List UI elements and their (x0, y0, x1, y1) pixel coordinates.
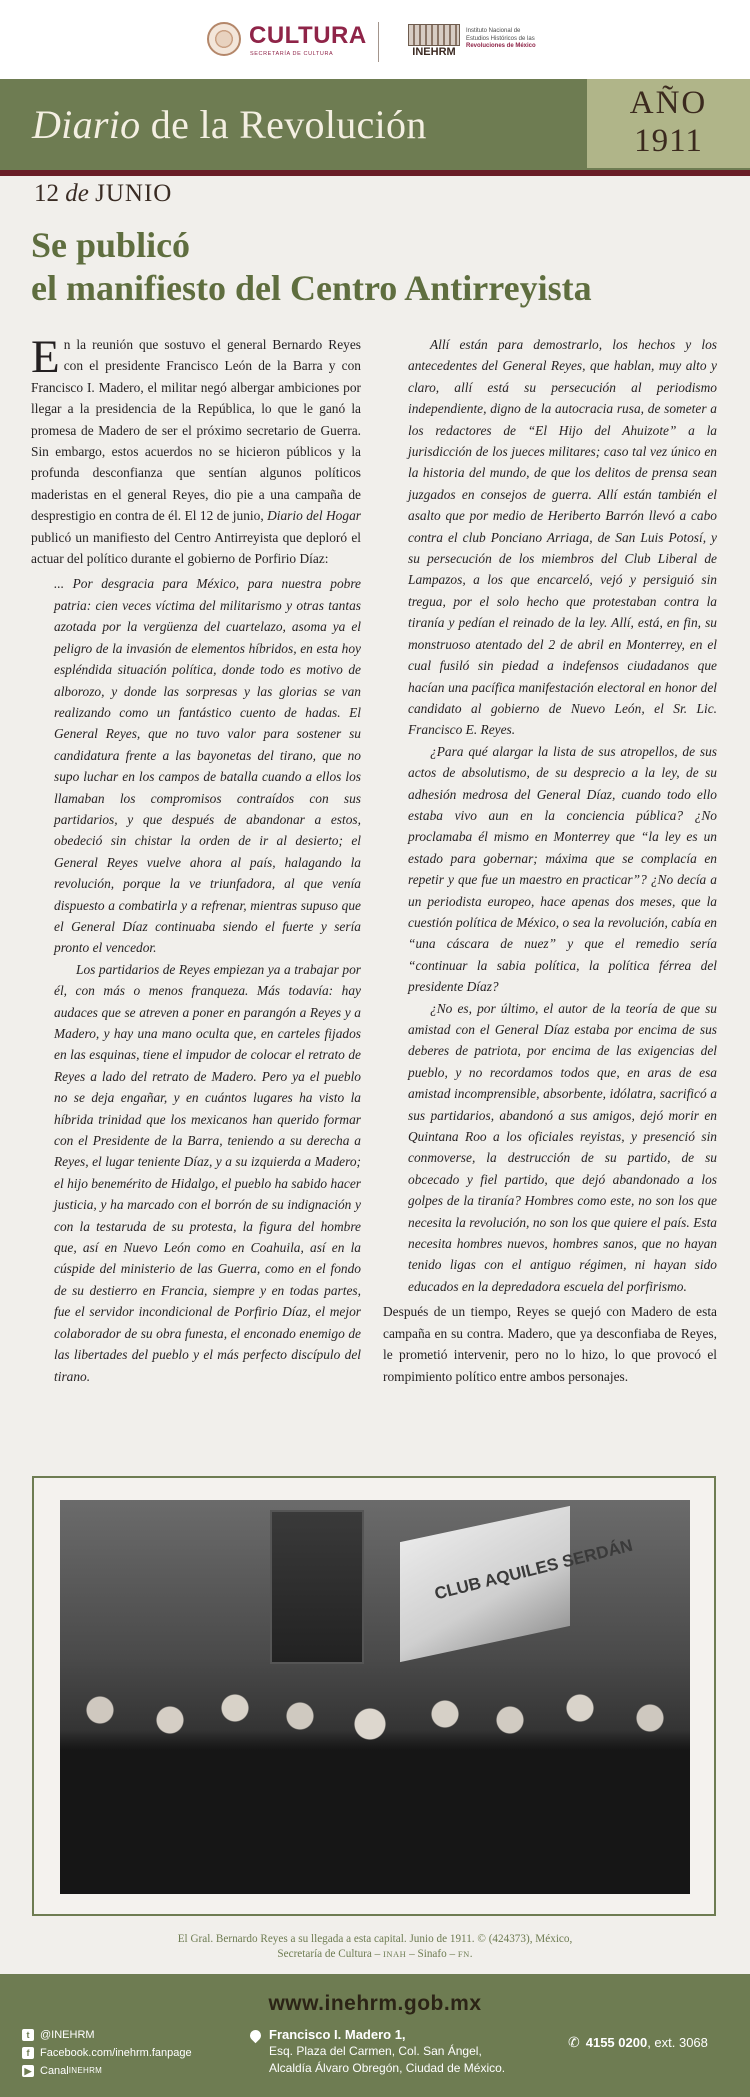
caption-line (40, 1947, 710, 1962)
intro-text: n la reunión que sostuvo el general Bernardo Reyes con el presidente Francisco León de la Barra y con Francisco I. Madero, el militar negó albergar ambiciones por llegar a la presidencia de la República, lo que le ganó la promesa de Madero de ser el próximo secretario de Guerra. Sin embargo, estos acuerdos no se hicieron públicos y la profunda desconfianza que sentían algunos políticos maderistas en el general Reyes, dio pie a una campaña de desprestigio en contra de él. El 12 de junio, (31, 337, 361, 524)
phone-icon: ✆ (568, 2034, 580, 2050)
portrait-banner (270, 1510, 364, 1664)
quote-paragraph: ¿No es, por último, el autor de la teoría de que su amistad con el General Díaz estaba por encima de sus deberes de patriota, por encima de las exigencias del pueblo, y no recordamos todos que, en aras de esa amistad incomprensible, absorbente, idólatra, sacrificó a sus partidarios, abandonó a sus amigos, dejó morir en Quintana Roo a los oficiales reyistas, y presenció sin conmoverse, la destrucción de su partido, de su obcecado y fiel partido, que dejó abandonado a los golpes de la tiranía? Hombres como este, no son los que necesita la revolución, no son los que quiere el país. Esta necesita hombres nuevos, hombres sanos, que no hayan tenido ligas con el antiguo régimen, ni hayan sido educados en la depredadora escuela del porfirismo. (408, 1000, 717, 1294)
crowd-of-men (60, 1690, 690, 1894)
quote-paragraph: ¿Para qué alargar la lista de sus atropellos, de sus actos de absolutismo, de su desprecio a la ley, de su adhesión medrosa del General Díaz, cuando todo ello estaba vivo aun en la conciencia pública? ¿No proclamaba él mismo en Monterrey que “la ley es un estado para gobernar; máxima que se complacía en repetir y que fue un maestro en practicar”? ¿No decía a un periodista europeo, hace apenas dos meses, que la cuestión política de México, o sea la revolución, cabía en “una cáscara de nuez” y que el remedio sería “continuar la sabia política, la política férrea del presidente Díaz? (408, 743, 717, 995)
inehrm-name-line: Instituto Nacional de (466, 28, 521, 34)
youtube-link[interactable] (22, 2062, 192, 2080)
phone-number[interactable] (568, 2034, 708, 2051)
twitter-icon: t (22, 2029, 34, 2041)
twitter-handle: @INEHRM (40, 2029, 95, 2041)
quote-paragraph: ... Por desgracia para México, para nuestra pobre patria: cien veces víctima del militarismo y otras tantas azotada por la vergüenza del cuartelazo, asoma ya el peligro de la invasión de elementos híbridos, en esta hoy espléndida situación política, donde todo es motivo de alborozo, y donde las sorpresas y las glorias se van realizando como un fantástico cuento de hadas. El General Reyes, que no tuvo valor para sostener su candidatura frente a las bayonetas del tirano, que no supo luchar en los campos de batalla cuando a ellos los llamaban los compromisos contraídos con sus partidarios, y que después de abandonar a estos, obedeció sin chistar la orden de ir al desierto; el General Reyes vuelve ahora al país, halagando la revolución, porque la ve triunfadora, al que venía dispuesto a combatirla y a refrenar, mientras supuso que el General Díaz continuaba siendo el fuerte y sería pronto el vencedor. (54, 576, 361, 956)
banner-title-rest: de la Revolución (140, 102, 427, 147)
historical-photo[interactable] (60, 1500, 690, 1894)
closing-paragraph: Después de un tiempo, Reyes se quejó con Madero de esta campaña en su contra. Madero, que ya desconfiaba de Reyes, le prometió intervenir, pero no lo hizo, lo que provocó el rompimiento político entre ambos personajes. (383, 1304, 717, 1384)
phone-main: 4155 0200 (585, 2035, 648, 2050)
facebook-url: Facebook.com/inehrm.fanpage (40, 2047, 192, 2059)
map-pin-icon (248, 2028, 264, 2044)
quote-paragraph: Los partidarios de Reyes empiezan ya a trabajar por él, con más o menos franqueza. Más todavía: hay audaces que se atreven a poner en parangón a Reyes y a Madero, y hay una mano oculta que, en carteles fijados en las esquinas, tiene el impudor de colocar el retrato de Reyes a lado del retrato de Madero. Pero ya el pueblo no se deja engañar, y en cuántos lugares ha visto la híbrida trinidad que los mexicanos han querido formar con el Presidente de la Barra, teniendo a su derecha a Reyes, el lugar teniente Díaz, y a su izquierda a Madero; el hijo benemérito de Hidalgo, el pueblo ha sabido hacer justicia, y ha marcado con el borrón de su indignación y con la testaruda de su protesta, la figura del hombre que, así en Nuevo León como en Coahuila, así en la cúspide del ministerio de las Guerra, como en el fondo de su destierro en Francia, siempre y en todas partes, fue el servidor incondicional de Porfirio Díaz, el mejor colaborador de su obra funesta, el enconado enemigo de las libertades del pueblo y el más perfecto discípulo del tirano. (54, 961, 361, 1384)
building-icon (408, 24, 460, 46)
banner-title (32, 101, 427, 148)
inehrm-name-line: Estudios Históricos de las (466, 35, 535, 42)
caption-part: Secretaría de Cultura – (277, 1948, 384, 1960)
headline-line: el manifiesto del Centro Antirreyista (31, 268, 592, 308)
phone-extension: , ext. 3068 (647, 2035, 708, 2050)
intro-text-end: publicó un manifiesto del Centro Antirreyista que deploró el actuar del político durante el gobierno de Porfirio Díaz: (31, 529, 361, 567)
address-line: Esq. Plaza del Carmen, Col. San Ángel, (269, 2044, 482, 2058)
youtube-label: Canal (40, 2065, 69, 2077)
caption-part: . (469, 1948, 473, 1960)
inehrm-name-line: Revoluciones de México (466, 43, 536, 49)
twitter-link[interactable] (22, 2026, 192, 2044)
caption-line: El Gral. Bernardo Reyes a su llegada a esta capital. Junio de 1911. © (424373), México, (177, 1933, 573, 1945)
banner-rule (0, 170, 750, 176)
logo-divider (378, 22, 379, 62)
quote-paragraph: Allí están para demostrarlo, los hechos y los antecedentes del General Reyes, que hablan, muy alto y claro, allí está su persecución al periodismo independiente, digno de la autocracia rusa, de someter a los redactores de “El Hijo del Ahuizote” a la jurisdicción de los jueces militares; caso tal vez único en la historia del mundo, de que los delitos de prensa sean juzgados en consejos de guerra. Allí están también el asalto que por medio de Heriberto Barrón llevó a cabo contra el club Ponciano Arriaga, de San Luis Potosí, y su persecución de los miembros del Club Liberal de Lampazos, a los que encarceló, vejó y persiguió sin tregua, por el solo hecho que protestaban contra la tiranía y pedían el reinado de la ley. Allí, está, en fin, su monstruoso atentado del 2 de abril en Monterrey, en el cual fusiló sin piedad a indefensos ciudadanos que hacían una pacífica manifestación electoral en honor del candidato al gobierno de Nuevo León, el Sr. Lic. Francisco E. Reyes. (408, 337, 717, 738)
youtube-channel: INEHRM (68, 2066, 103, 2075)
caption-fn: FN (457, 1949, 470, 1959)
headline (31, 224, 721, 310)
year-box (587, 79, 750, 168)
address-line: Francisco I. Madero 1, (269, 2027, 406, 2042)
facebook-link[interactable] (22, 2044, 192, 2062)
date-line (34, 180, 172, 208)
photo-caption (40, 1932, 710, 1962)
inehrm-full-name (466, 28, 566, 51)
photo-frame (32, 1476, 716, 1916)
banner-title-italic: Diario (32, 102, 141, 147)
drop-cap: E (31, 331, 60, 383)
address-line: Alcaldía Álvaro Obregón, Ciudad de México. (269, 2061, 506, 2075)
footer (0, 1974, 750, 2097)
logo-band (0, 0, 750, 79)
address-block (250, 2026, 505, 2077)
caption-part: – Sinafo – (406, 1948, 458, 1960)
youtube-icon: ▶ (22, 2065, 34, 2077)
social-links (22, 2026, 192, 2080)
cultura-logo-subtitle: SECRETARÍA DE CULTURA (250, 51, 334, 57)
year-value: 1911 (634, 123, 703, 159)
year-label: AÑO (629, 85, 708, 121)
website-link[interactable]: www.inehrm.gob.mx (268, 1992, 482, 2015)
intro-paragraph (31, 331, 361, 569)
date-month: JUNIO (95, 180, 173, 207)
facebook-icon: f (22, 2047, 34, 2059)
headline-line: Se publicó (31, 225, 191, 265)
newspaper-name: Diario del Hogar (267, 508, 361, 524)
club-flag-text: CLUB AQUILES SERDÁN (432, 1535, 635, 1604)
date-day: 12 (34, 180, 59, 207)
national-seal-icon (207, 22, 241, 56)
cultura-logo-text: CULTURA (249, 22, 367, 49)
caption-inah: INAH (383, 1949, 407, 1959)
inehrm-logo-text: INEHRM (412, 46, 456, 58)
date-de: de (65, 180, 89, 207)
article-column-left (31, 331, 361, 1387)
article-column-right (383, 334, 717, 1387)
